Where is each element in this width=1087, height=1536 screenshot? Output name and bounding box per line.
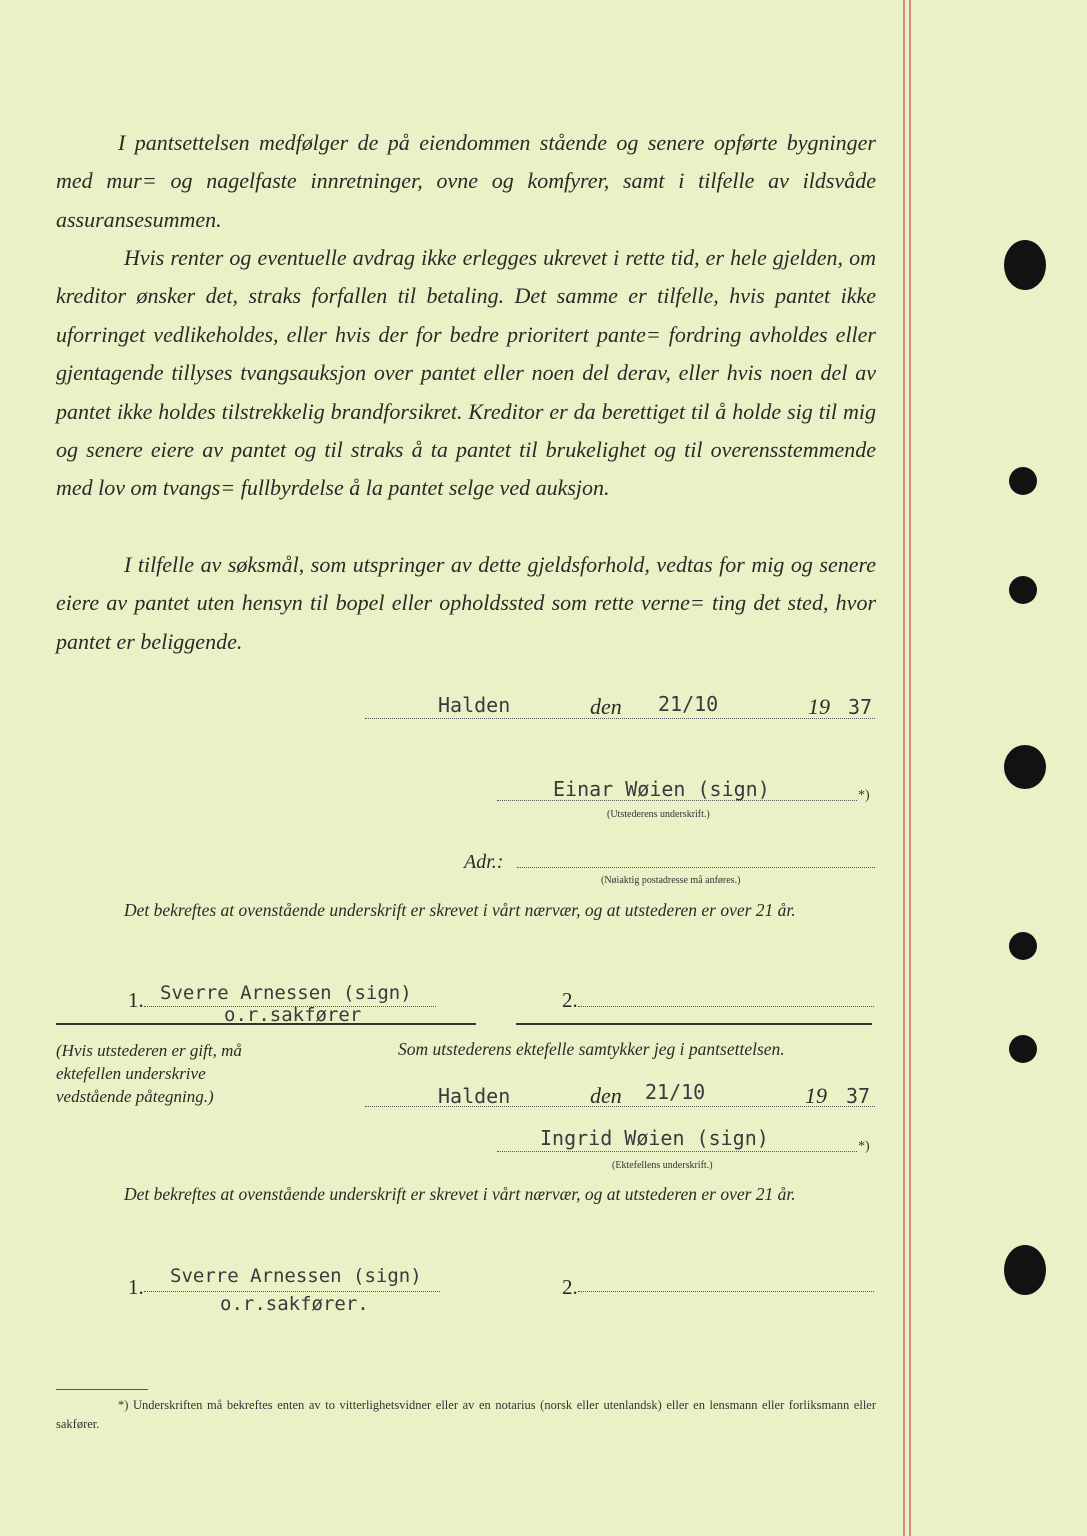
- punch-hole: [1009, 1035, 1037, 1063]
- paragraph-pledge-includes: I pantsettelsen medfølger de på eiendommen stående og senere opførte bygninger med mur= og nagelfaste innretninger, ovne og komfyrer, samt i tilfelle av ildsvåde assuransesummen.: [56, 130, 876, 232]
- witness-4-number: 2.: [562, 1275, 578, 1299]
- spouse-caption: (Ektefellens underskrift.): [612, 1160, 713, 1171]
- paragraph-default-terms: Hvis renter og eventuelle avdrag ikke erlegges ukrevet i rette tid, er hele gjelden, om kreditor ønsker det, straks forfallen til betaling. Det samme er tilfelle, hvis pantet ikke uforringet vedlikeholdes, eller hvis der for bedre prioritert pante= fordring avholdes eller gjentagende tillyses tvangsauksjon over pantet eller noen del derav, eller hvis noen del av pantet ikke holdes tilstrekkelig brandforsikret. Kreditor er da berettiget til å holde sig til mig og senere eiere av pantet og til straks å ta pantet til brukelighet og til overensstemmende med lov om tvangs= fullbyrdelse å la pantet selge ved auksjon.: [56, 245, 876, 501]
- margin-line: [903, 0, 905, 1536]
- footnote: *) Underskriften må bekreftes enten av to vitterlighetsvidner eller av en notarius (norsk eller utenlandsk) eller en lensmann eller forliksmann eller sakfører.: [56, 1398, 876, 1431]
- dating-year-prefix: 19: [808, 694, 830, 719]
- witness-2-number: 2.: [562, 988, 578, 1012]
- dating-2-date: 21/10: [645, 1080, 706, 1104]
- spouse-signature: Ingrid Wøien (sign): [540, 1126, 769, 1150]
- dating-2-den: den: [590, 1083, 622, 1108]
- address-line: [517, 867, 875, 868]
- dating-date: 21/10: [658, 692, 719, 716]
- witness-2-line: [578, 1006, 874, 1007]
- confirmation-text-1: Det bekreftes at ovenstående underskrift er skrevet i vårt nærvær, og at utstederen er over 21 år.: [124, 900, 796, 920]
- witness-1-name: Sverre Arnessen (sign): [160, 982, 412, 1004]
- dating-2-place: Halden: [438, 1084, 511, 1108]
- witness-3-number: 1.: [128, 1275, 144, 1299]
- paragraph-jurisdiction: I tilfelle av søksmål, som utspringer av dette gjeldsforhold, vedtas for mig og senere eiere av pantet uten hensyn til bopel eller opholdssted som rette verne= ting det sted, hvor pantet er beliggende.: [56, 552, 876, 654]
- issuer-signature: Einar Wøien (sign): [553, 777, 770, 801]
- issuer-caption: (Utstederens underskrift.): [607, 809, 710, 820]
- punch-hole: [1009, 932, 1037, 960]
- witness-4-line: [578, 1291, 874, 1292]
- witness-1-title: o.r.sakfører: [224, 1004, 362, 1026]
- punch-hole: [1004, 1245, 1046, 1295]
- dating-place: Halden: [438, 693, 511, 717]
- punch-hole: [1004, 240, 1046, 290]
- witness-3-name: Sverre Arnessen (sign): [170, 1265, 422, 1287]
- witness-1-number: 1.: [128, 988, 144, 1012]
- punch-hole: [1009, 576, 1037, 604]
- dating-2-year-suffix: 37: [846, 1084, 871, 1108]
- punch-hole: [1004, 745, 1046, 789]
- spouse-note: (Hvis utstederen er gift, må ektefellen underskrive vedstående påtegning.): [56, 1041, 242, 1106]
- spouse-signature-line: [497, 1151, 857, 1152]
- spouse-consent: Som utstederens ektefelle samtykker jeg i pantsettelsen.: [398, 1039, 785, 1059]
- dating-den: den: [590, 694, 622, 719]
- divider-left: [56, 1023, 476, 1025]
- witness-3-line: [144, 1291, 440, 1292]
- footnote-rule: [56, 1389, 148, 1390]
- witness-3-title: o.r.sakfører.: [220, 1293, 369, 1315]
- margin-line: [909, 0, 911, 1536]
- issuer-footnote-mark: *): [858, 788, 870, 803]
- dating-2-year-prefix: 19: [805, 1083, 827, 1108]
- dating-year-suffix: 37: [848, 695, 873, 719]
- spouse-footnote-mark: *): [858, 1139, 870, 1154]
- divider-right: [516, 1023, 872, 1025]
- punch-hole: [1009, 467, 1037, 495]
- address-caption: (Nøiaktig postadresse må anføres.): [601, 875, 741, 886]
- confirmation-text-2: Det bekreftes at ovenstående underskrift er skrevet i vårt nærvær, og at utstederen er over 21 år.: [124, 1184, 796, 1204]
- address-label: Adr.:: [464, 851, 504, 873]
